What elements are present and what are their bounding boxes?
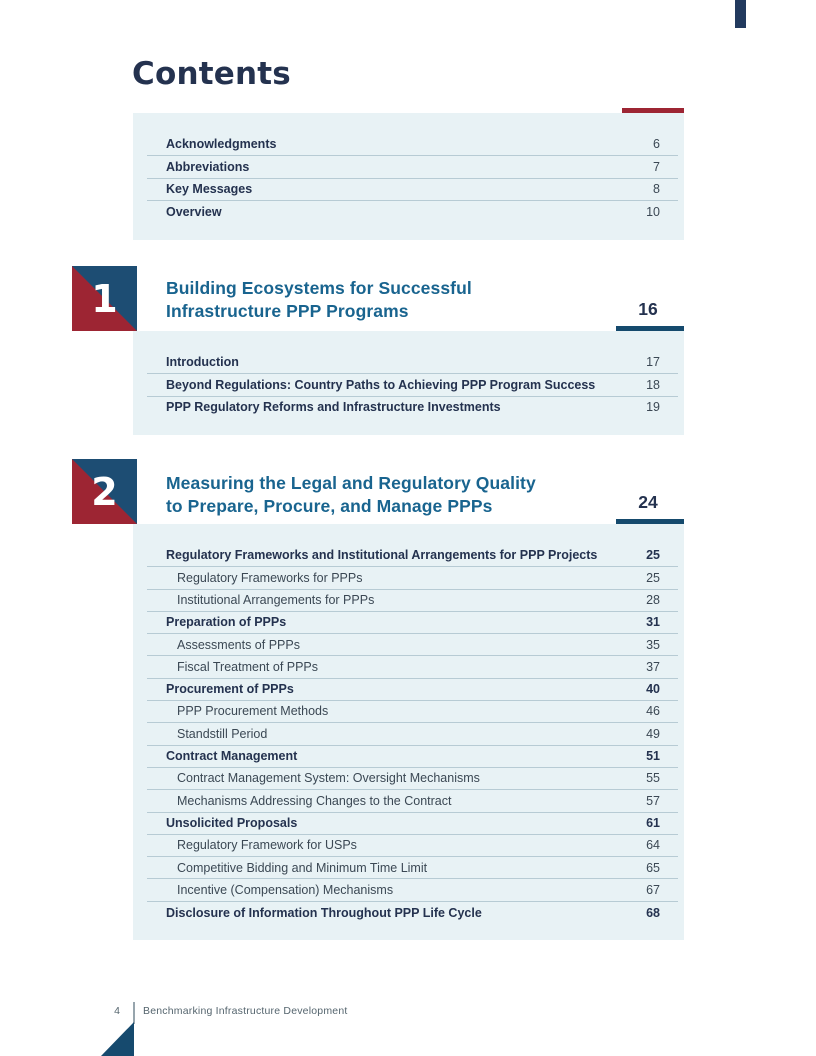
toc-row[interactable] xyxy=(147,134,678,156)
toc-entry-page: 55 xyxy=(646,771,660,786)
toc-entry-page: 25 xyxy=(646,570,660,585)
toc-row[interactable] xyxy=(147,567,678,589)
toc-entry-page: 18 xyxy=(646,377,660,392)
toc-entry-label: Assessments of PPPs xyxy=(177,637,300,652)
toc-entry-label: Standstill Period xyxy=(177,726,268,741)
page-title: Contents xyxy=(132,56,291,92)
toc-entry-label: Beyond Regulations: Country Paths to Achieving PPP Program Success xyxy=(166,377,596,392)
toc-row[interactable] xyxy=(147,790,678,812)
toc-row[interactable] xyxy=(147,156,678,178)
front-matter-list xyxy=(133,113,684,240)
corner-accent-shape xyxy=(101,1022,134,1056)
toc-entry-page: 67 xyxy=(646,882,660,897)
toc-entry-label: Overview xyxy=(166,204,222,219)
page-edge-tab xyxy=(735,0,746,28)
toc-entry-label: Key Messages xyxy=(166,181,253,196)
toc-entry-page: 37 xyxy=(646,659,660,674)
toc-entry-label: Acknowledgments xyxy=(166,137,277,152)
chapter-number: 1 xyxy=(91,276,118,321)
toc-row[interactable] xyxy=(147,634,678,656)
toc-entry-label: Fiscal Treatment of PPPs xyxy=(177,659,319,674)
toc-entry-page: 25 xyxy=(646,548,660,563)
toc-entry-page: 6 xyxy=(653,137,660,152)
toc-row[interactable] xyxy=(147,179,678,201)
toc-row[interactable] xyxy=(147,656,678,678)
toc-entry-label: PPP Procurement Methods xyxy=(177,704,329,719)
toc-row[interactable] xyxy=(147,701,678,723)
toc-entry-label: Introduction xyxy=(166,355,239,370)
toc-row[interactable] xyxy=(147,397,678,419)
toc-row[interactable] xyxy=(147,612,678,634)
toc-row[interactable] xyxy=(147,679,678,701)
toc-entry-label: Abbreviations xyxy=(166,159,250,174)
toc-entry-page: 17 xyxy=(646,355,660,370)
toc-entry-label: Preparation of PPPs xyxy=(166,615,287,630)
toc-entry-page: 61 xyxy=(646,815,660,830)
toc-entry-page: 68 xyxy=(646,905,660,920)
chapter-page-number: 24 xyxy=(638,492,658,512)
toc-entry-label: Contract Management xyxy=(166,749,298,764)
toc-entry-label: Regulatory Frameworks for PPPs xyxy=(177,570,363,585)
toc-row[interactable] xyxy=(147,813,678,835)
toc-entry-page: 51 xyxy=(646,749,660,764)
toc-entry-label: Incentive (Compensation) Mechanisms xyxy=(177,882,394,897)
chapter-number-badge xyxy=(72,266,137,331)
toc-entry-page: 31 xyxy=(646,615,660,630)
toc-row[interactable] xyxy=(147,879,678,901)
toc-entry-label: Unsolicited Proposals xyxy=(166,815,298,830)
toc-row[interactable] xyxy=(147,201,678,223)
footer-divider xyxy=(133,1002,135,1024)
toc-row[interactable] xyxy=(147,590,678,612)
chapter-page-number: 16 xyxy=(638,299,658,319)
toc-entry-label: Disclosure of Information Throughout PPP Life Cycle xyxy=(166,905,482,920)
toc-row[interactable] xyxy=(147,857,678,879)
toc-entry-label: Mechanisms Addressing Changes to the Contract xyxy=(177,793,452,808)
toc-entry-page: 65 xyxy=(646,860,660,875)
toc-entry-label: Regulatory Frameworks and Institutional Arrangements for PPP Projects xyxy=(166,548,598,563)
chapter-title: Building Ecosystems for Successful Infrastructure PPP Programs xyxy=(166,278,472,321)
footer-running-title: Benchmarking Infrastructure Development xyxy=(143,1005,348,1017)
toc-entry-label: Competitive Bidding and Minimum Time Limit xyxy=(177,860,428,875)
chapter-number: 2 xyxy=(91,469,118,514)
toc-entry-page: 49 xyxy=(646,726,660,741)
toc-entry-page: 57 xyxy=(646,793,660,808)
toc-entry-page: 10 xyxy=(646,204,660,219)
toc-row[interactable] xyxy=(147,902,678,924)
footer-page-number: 4 xyxy=(114,1005,120,1017)
toc-entry-label: Institutional Arrangements for PPPs xyxy=(177,592,375,607)
toc-entry-page: 46 xyxy=(646,704,660,719)
toc-entry-label: Contract Management System: Oversight Mechanisms xyxy=(177,771,480,786)
toc-entry-label: Procurement of PPPs xyxy=(166,682,294,697)
toc-entry-page: 35 xyxy=(646,637,660,652)
toc-row[interactable] xyxy=(147,352,678,374)
toc-entry-page: 19 xyxy=(646,400,660,415)
toc-entry-page: 28 xyxy=(646,592,660,607)
toc-entry-page: 64 xyxy=(646,838,660,853)
chapter-1-toc-list xyxy=(133,331,684,435)
toc-row[interactable] xyxy=(147,545,678,567)
toc-entry-page: 7 xyxy=(653,159,660,174)
toc-row[interactable] xyxy=(147,723,678,745)
toc-row[interactable] xyxy=(147,768,678,790)
toc-entry-label: PPP Regulatory Reforms and Infrastructure Investments xyxy=(166,400,501,415)
toc-row[interactable] xyxy=(147,374,678,396)
toc-entry-page: 8 xyxy=(653,181,660,196)
chapter-title: Measuring the Legal and Regulatory Quality to Prepare, Procure, and Manage PPPs xyxy=(166,473,536,516)
chapter-2-toc-list xyxy=(133,524,684,940)
toc-row[interactable] xyxy=(147,835,678,857)
toc-entry-page: 40 xyxy=(646,682,660,697)
toc-entry-label: Regulatory Framework for USPs xyxy=(177,838,357,853)
chapter-number-badge xyxy=(72,459,137,524)
toc-row[interactable] xyxy=(147,746,678,768)
